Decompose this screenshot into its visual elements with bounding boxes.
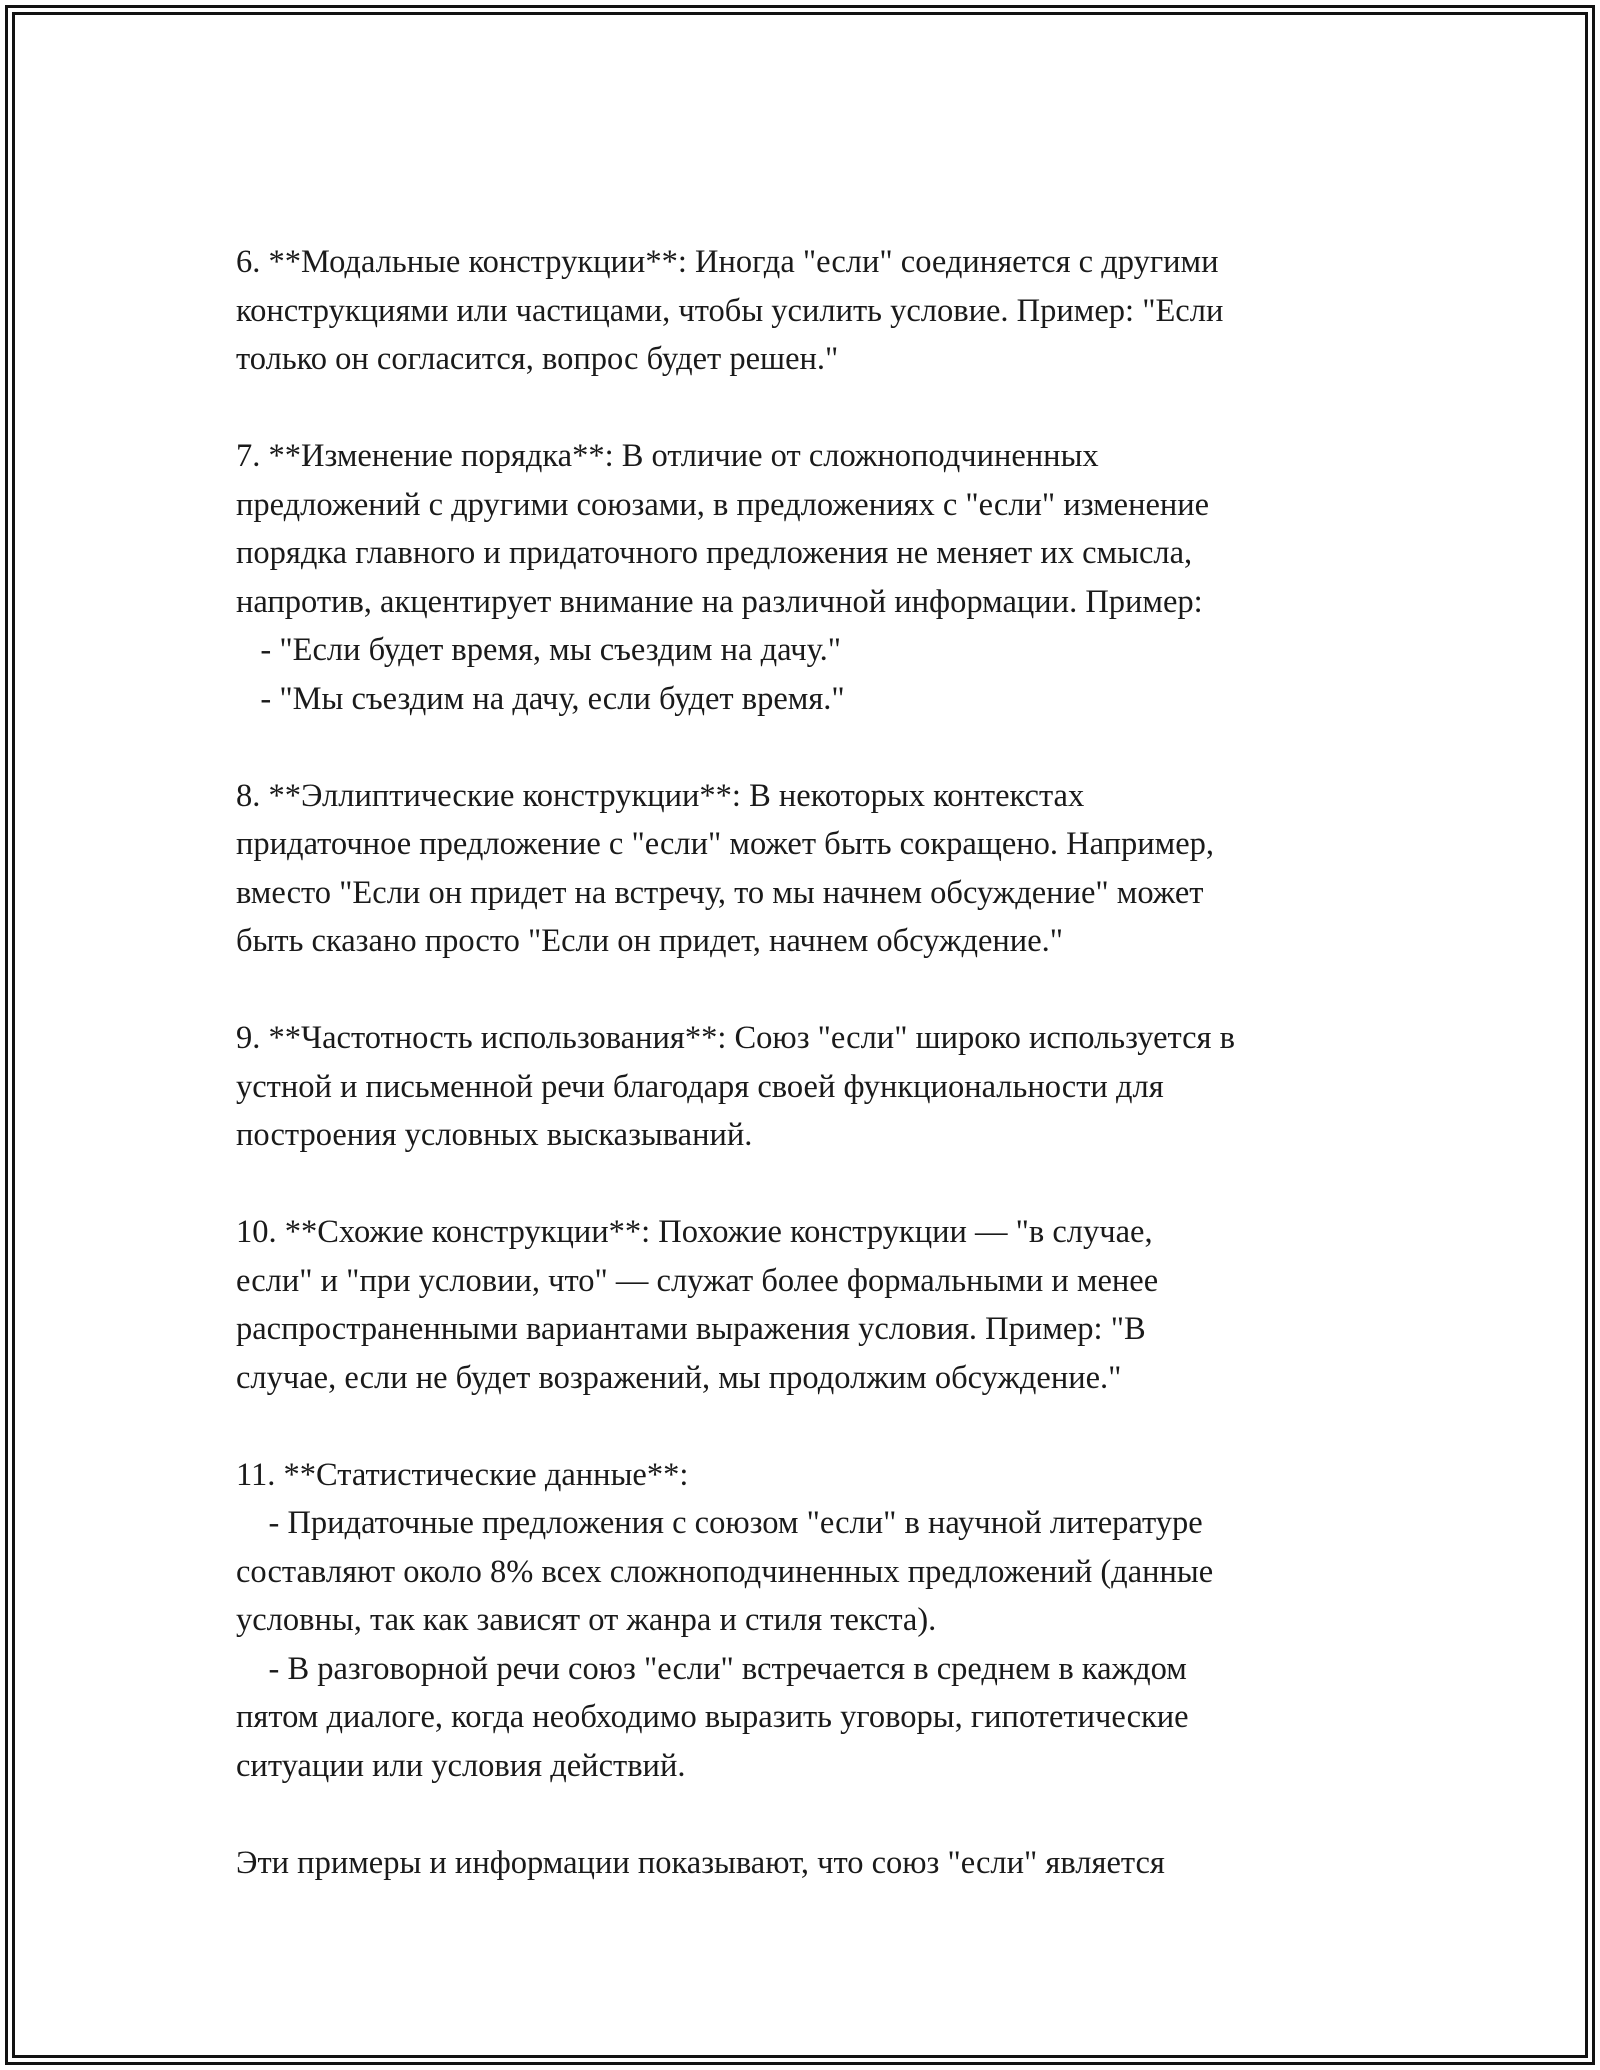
bullet-line: - В разговорной речи союз "если" встречается в среднем в каждом [236,1650,1187,1687]
text-line: ситуации или условия действий. [236,1747,686,1784]
example-line: - "Если будет время, мы съездим на дачу." [236,632,841,668]
text-line: 6. **Модальные конструкции**: Иногда "если" соединяется с другими [236,244,1219,280]
text-line: 7. **Изменение порядка**: В отличие от сложноподчиненных [236,438,1099,474]
text-line: 9. **Частотность использования**: Союз "если" широко используется в [236,1020,1235,1056]
text-line: случае, если не будет возражений, мы продолжим обсуждение." [236,1359,1122,1396]
text-line: быть сказано просто "Если он придет, начнем обсуждение." [236,923,1064,959]
text-line: 8. **Эллиптические конструкции**: В некоторых контекстах [236,777,1085,814]
text-line: распространенными вариантами выражения условия. Пример: "В [236,1311,1146,1347]
paragraph-item-8 [236,772,1416,966]
paragraph-item-10 [236,1208,1416,1402]
paragraph-item-7 [236,432,1416,723]
paragraph-item-6 [236,238,1416,384]
document-body [236,238,1416,1936]
text-line: напротив, акцентирует внимание на различной информации. Пример: [236,583,1203,620]
paragraph-item-9 [236,1014,1416,1160]
text-line: составляют около 8% всех сложноподчиненных предложений (данные [236,1553,1214,1590]
bullet-line: - Придаточные предложения с союзом "если" в научной литературе [236,1505,1203,1541]
text-line: вместо "Если он придет на встречу, то мы начнем обсуждение" может [236,874,1204,911]
text-line: предложений с другими союзами, в предложениях с "если" изменение [236,486,1210,523]
text-line: условны, так как зависят от жанра и стиля текста). [236,1602,937,1638]
example-line: - "Мы съездим на дачу, если будет время." [236,680,845,717]
text-line: порядка главного и придаточного предложения не меняет их смысла, [236,535,1193,571]
text-line: построения условных высказываний. [236,1117,753,1153]
paragraph-item-11 [236,1451,1416,1791]
text-line: 10. **Схожие конструкции**: Похожие конструкции — "в случае, [236,1214,1153,1250]
text-line: конструкциями или частицами, чтобы усилить условие. Пример: "Если [236,292,1224,329]
text-line: пятом диалоге, когда необходимо выразить уговоры, гипотетические [236,1699,1189,1735]
text-line: если" и "при условии, что" — служат более формальными и менее [236,1262,1159,1299]
text-line: только он согласится, вопрос будет решен." [236,341,839,377]
text-line: устной и письменной речи благодаря своей функциональности для [236,1068,1164,1105]
paragraph-conclusion [236,1839,1416,1888]
text-line: Эти примеры и информации показывают, что союз "если" является [236,1844,1165,1881]
text-line: 11. **Статистические данные**: [236,1456,689,1493]
text-line: придаточное предложение с "если" может быть сокращено. Например, [236,826,1215,862]
